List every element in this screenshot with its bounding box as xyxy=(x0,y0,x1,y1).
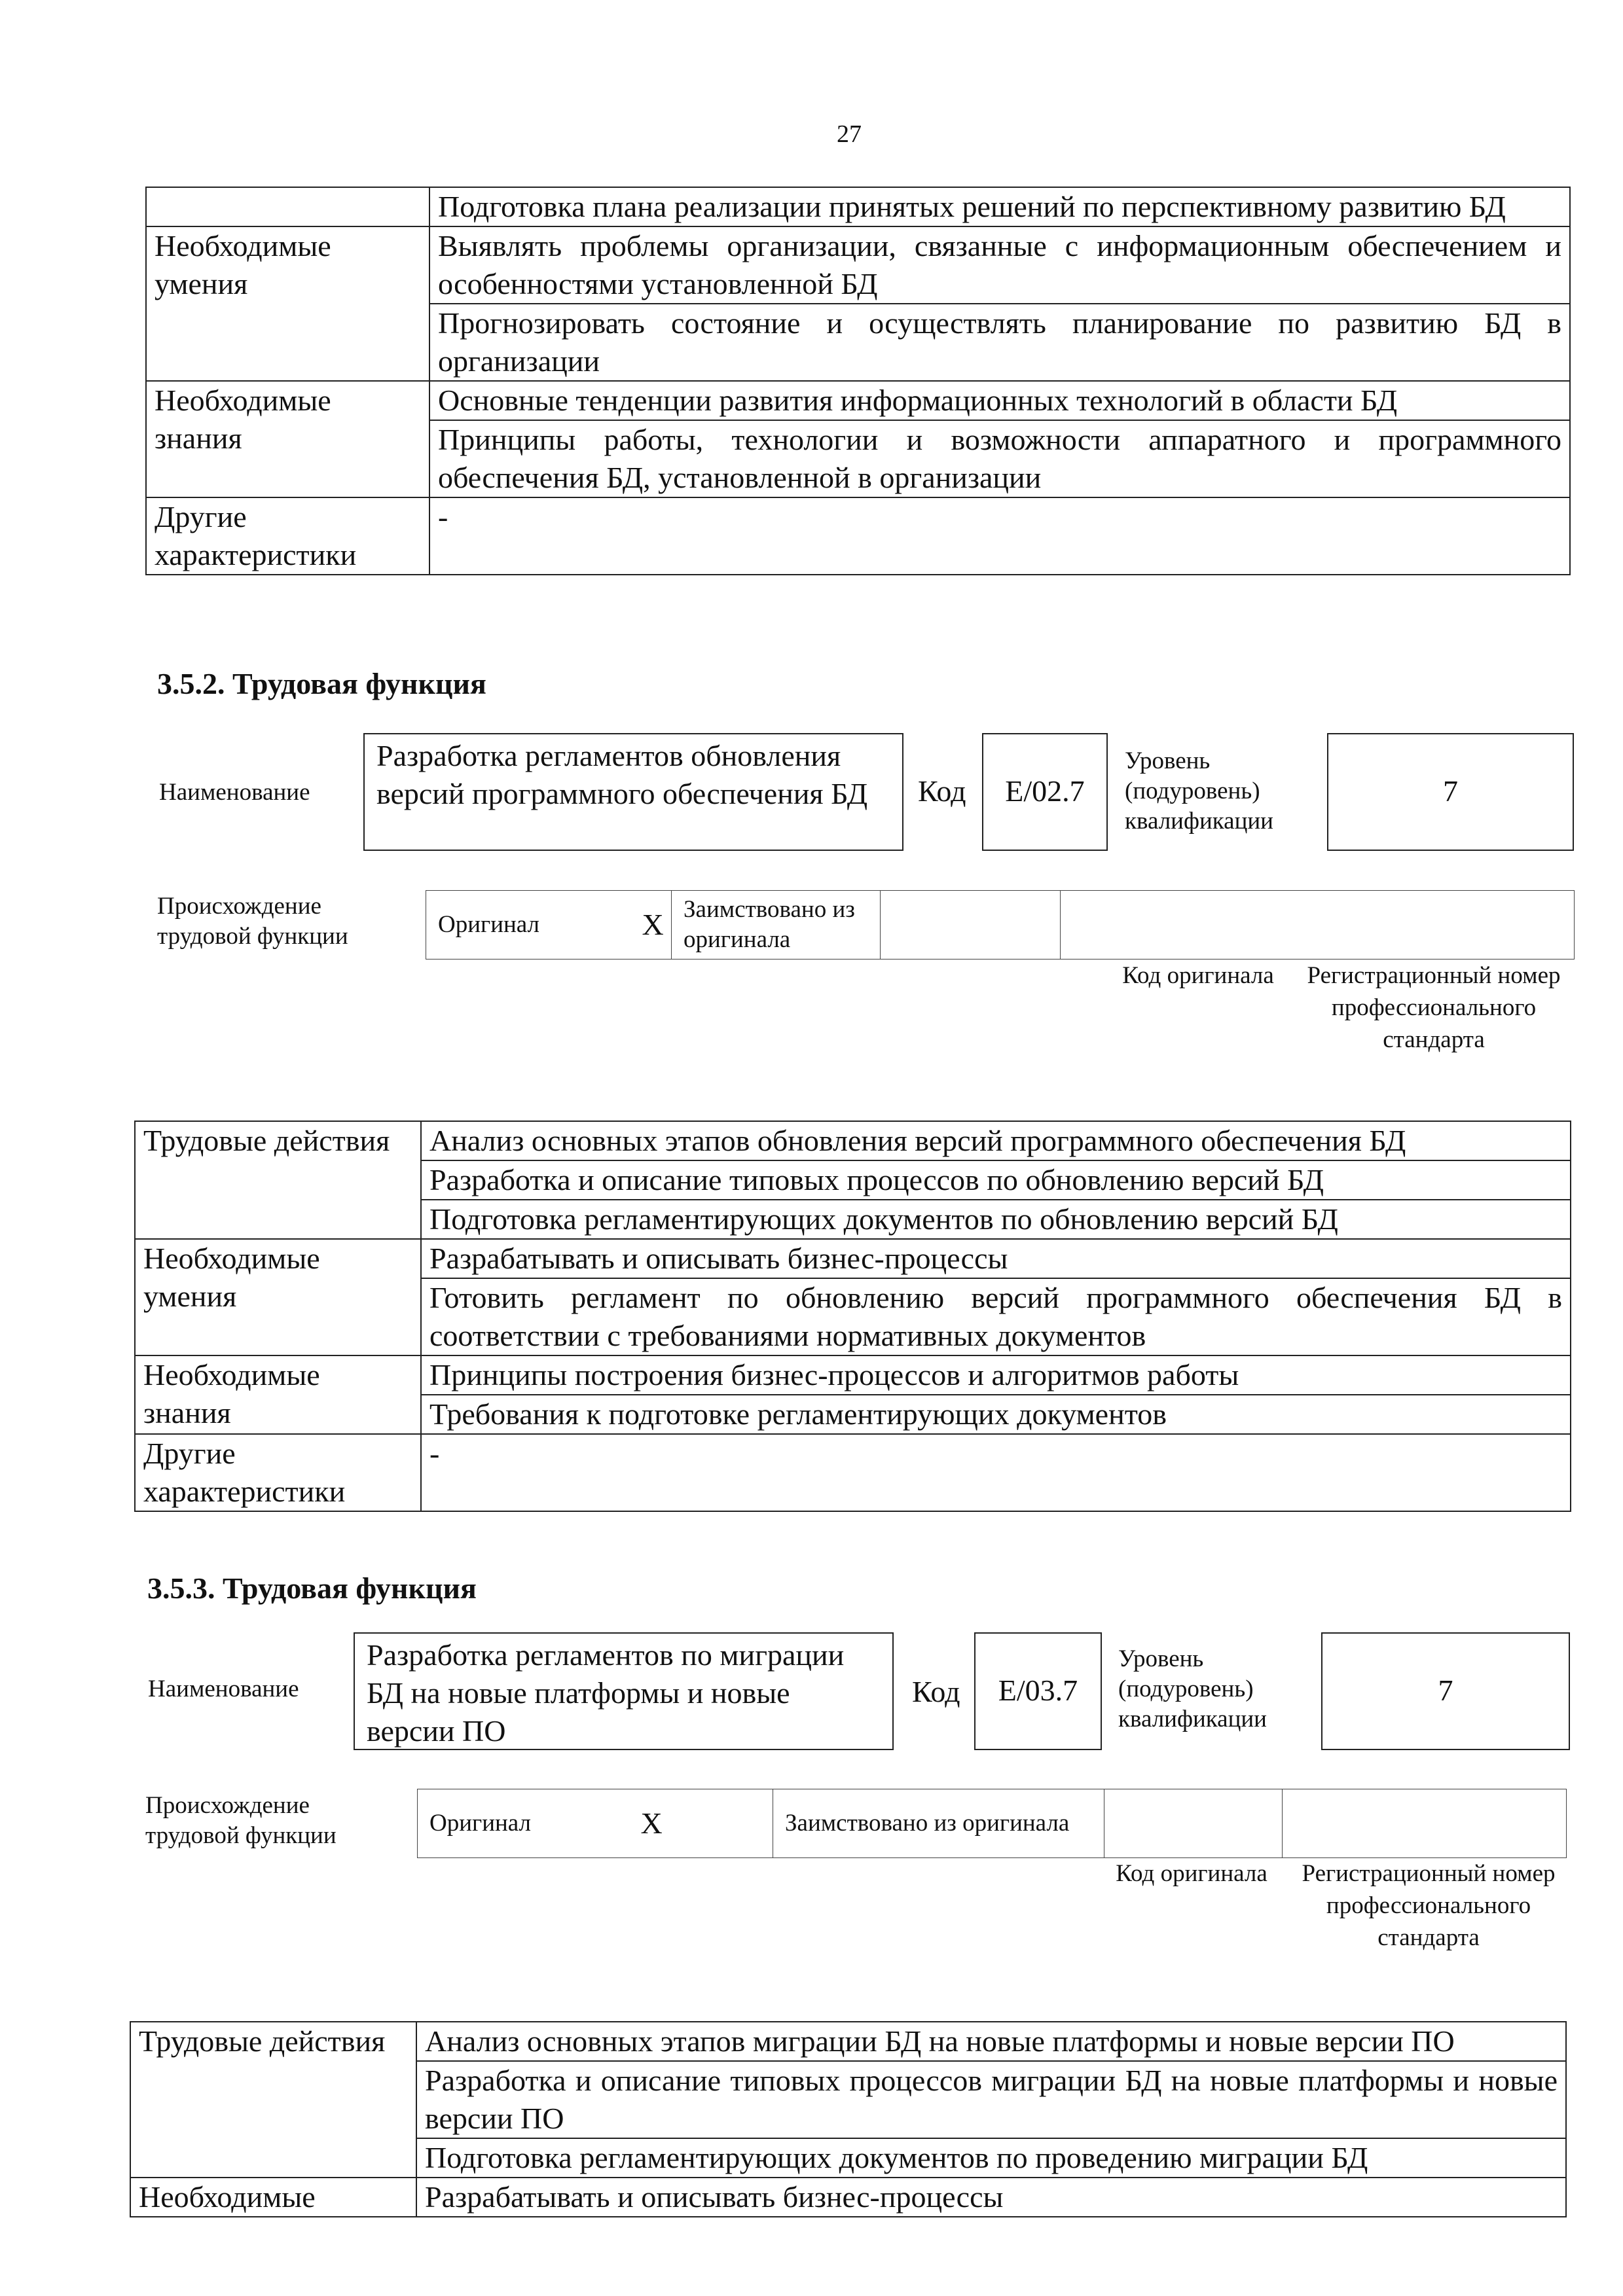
origin-code-cell xyxy=(881,891,1061,960)
function-name: Разработка регламентов по миграции БД на новые платформы и новые версии ПО xyxy=(367,1638,845,1748)
origin-label: Происхождение трудовой функции xyxy=(157,893,348,950)
name-label: Наименование xyxy=(159,779,310,806)
row-label: Необходимые знания xyxy=(146,381,429,497)
origin-label: Происхождение трудовой функции xyxy=(145,1792,337,1849)
row-value: Разрабатывать и описывать бизнес-процессы xyxy=(416,2178,1566,2217)
section-352-table xyxy=(134,1121,1571,1512)
origin-reg-cell xyxy=(1283,1789,1567,1858)
origin-mark: X xyxy=(637,1789,773,1858)
level-label: Уровень (подуровень) квалификации xyxy=(1125,747,1273,834)
row-value: Принципы построения бизнес-процессов и алгоритмов работы xyxy=(421,1355,1571,1395)
table-row xyxy=(135,1121,1571,1160)
table-row xyxy=(146,381,1570,420)
table-row xyxy=(146,187,1570,226)
row-label xyxy=(146,187,429,226)
row-value: Выявлять проблемы организации, связанные с информационным обеспечением и особенностями установленной БД xyxy=(429,226,1570,304)
row-label: Необходимые знания xyxy=(135,1355,421,1434)
origin-code-cell xyxy=(1104,1789,1283,1858)
row-label: Необходимые умения xyxy=(135,1239,421,1355)
row-label: Трудовые действия xyxy=(130,2022,416,2178)
section-353-table xyxy=(130,2021,1567,2217)
origin-original: Оригинал xyxy=(426,891,642,960)
caption-reg-number: Регистрационный номер профессионального стандарта xyxy=(1302,1860,1556,1951)
function-name-box xyxy=(354,1632,894,1750)
row-value: Подготовка регламентирующих документов по обновлению версий БД xyxy=(421,1200,1571,1239)
row-label: Другие характеристики xyxy=(135,1434,421,1511)
origin-original: Оригинал xyxy=(418,1789,637,1858)
row-value: - xyxy=(421,1434,1571,1511)
section-352-title: 3.5.2. Трудовая функция xyxy=(157,667,486,700)
level-box xyxy=(1321,1632,1570,1750)
row-value: Разработка и описание типовых процессов по обновлению версий БД xyxy=(421,1160,1571,1200)
caption-code-original: Код оригинала xyxy=(1122,962,1274,989)
row-value: - xyxy=(429,497,1570,575)
name-label: Наименование xyxy=(148,1676,299,1702)
table-row xyxy=(146,226,1570,304)
caption-code-original: Код оригинала xyxy=(1116,1860,1267,1887)
row-value: Требования к подготовке регламентирующих документов xyxy=(421,1395,1571,1434)
row-label: Необходимые умения xyxy=(146,226,429,381)
origin-reg-cell xyxy=(1061,891,1575,960)
caption-reg-number: Регистрационный номер профессионального стандарта xyxy=(1307,962,1561,1053)
origin-mark: X xyxy=(642,891,672,960)
row-value: Разрабатывать и описывать бизнес-процессы xyxy=(421,1239,1571,1278)
table-row xyxy=(130,2022,1566,2061)
table-row xyxy=(135,1434,1571,1511)
code-box xyxy=(974,1632,1102,1750)
code-value: E/02.7 xyxy=(1005,774,1085,808)
row-value: Анализ основных этапов миграции БД на новые платформы и новые версии ПО xyxy=(416,2022,1566,2061)
section-353-title: 3.5.3. Трудовая функция xyxy=(147,1571,477,1605)
row-value: Подготовка регламентирующих документов по проведению миграции БД xyxy=(416,2138,1566,2178)
row-value: Готовить регламент по обновлению версий программного обеспечения БД в соответствии с требованиями нормативных документов xyxy=(421,1278,1571,1355)
level-value: 7 xyxy=(1438,1674,1453,1707)
origin-borrowed: Заимствовано из оригинала xyxy=(672,891,881,960)
origin-borrowed: Заимствовано из оригинала xyxy=(773,1789,1104,1858)
table-row xyxy=(135,1355,1571,1395)
top-table xyxy=(145,187,1571,575)
table-row xyxy=(130,2178,1566,2217)
code-value: E/03.7 xyxy=(998,1674,1078,1707)
row-value: Принципы работы, технологии и возможности аппаратного и программного обеспечения БД, установленной в организации xyxy=(429,420,1570,497)
code-label: Код xyxy=(918,774,966,808)
row-label: Трудовые действия xyxy=(135,1121,421,1239)
row-label: Другие характеристики xyxy=(146,497,429,575)
origin-table xyxy=(426,890,1575,960)
level-value: 7 xyxy=(1443,774,1458,808)
row-value: Основные тенденции развития информационных технологий в области БД xyxy=(429,381,1570,420)
function-name-box xyxy=(363,733,903,851)
page-number: 27 xyxy=(837,120,862,148)
function-name: Разработка регламентов обновления версий программного обеспечения БД xyxy=(376,739,868,810)
code-label: Код xyxy=(912,1675,960,1708)
table-row xyxy=(135,1239,1571,1278)
row-value: Разработка и описание типовых процессов миграции БД на новые платформы и новые версии ПО xyxy=(416,2061,1566,2138)
row-value: Анализ основных этапов обновления версий программного обеспечения БД xyxy=(421,1121,1571,1160)
level-box xyxy=(1327,733,1574,851)
row-value: Подготовка плана реализации принятых решений по перспективному развитию БД xyxy=(429,187,1570,226)
table-row xyxy=(146,497,1570,575)
row-value: Прогнозировать состояние и осуществлять планирование по развитию БД в организации xyxy=(429,304,1570,381)
code-box xyxy=(982,733,1108,851)
level-label: Уровень (подуровень) квалификации xyxy=(1118,1645,1267,1732)
origin-table xyxy=(417,1789,1567,1858)
row-label: Необходимые xyxy=(130,2178,416,2217)
